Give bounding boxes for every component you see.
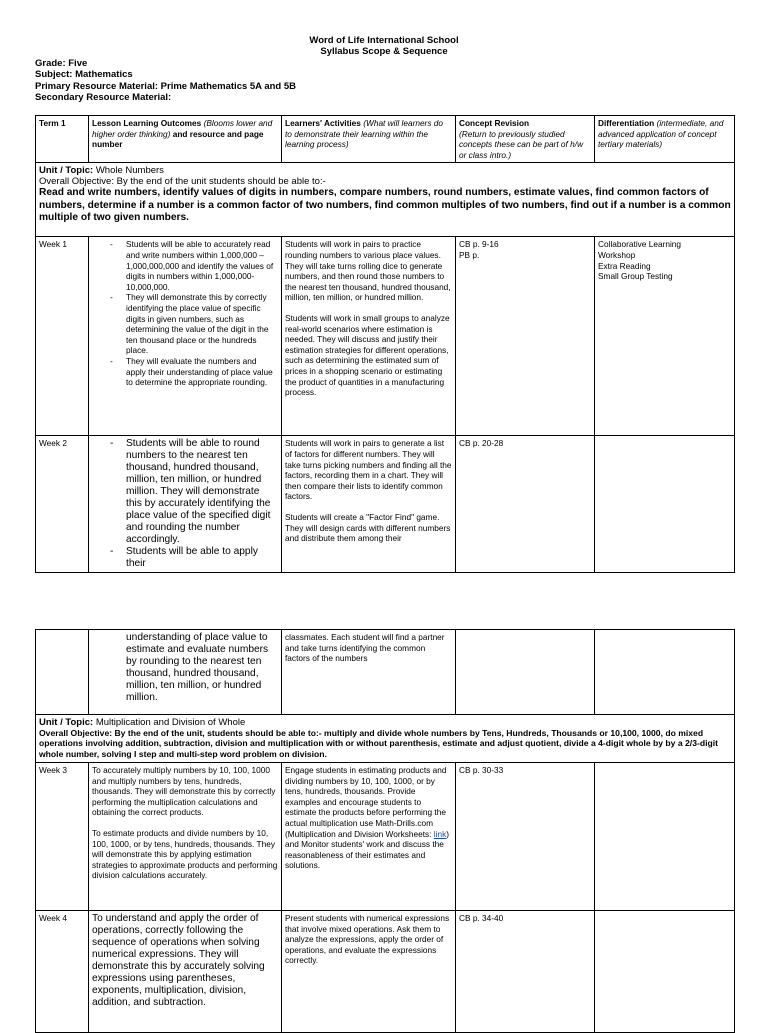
differentiation-item: Collaborative Learning <box>598 239 682 250</box>
activities-cell: Present students with numerical expressions that involve mixed operations. Ask them to analyze the expressions, apply the order of operations, and evaluate the expressions correctly. <box>282 911 456 1033</box>
primary-resource: Primary Resource Material: Prime Mathematics 5A and 5B <box>35 81 296 92</box>
outcome-continued: understanding of place value to estimate and evaluate numbers by rounding to the nearest ten thousand, hundred thousand, million, ten million, or hundred million. <box>126 632 269 703</box>
outcomes-cell <box>89 911 282 1033</box>
unit-label: Unit / Topic: <box>39 717 94 728</box>
unit-row <box>36 715 735 763</box>
activities-cell <box>282 436 456 573</box>
unit-row <box>36 163 735 237</box>
header-revision: Concept Revision (Return to previously studied concepts these can be part of h/w or class intro.) <box>456 116 595 163</box>
week-row <box>36 237 735 436</box>
activities-cell <box>282 237 456 436</box>
outcome-text: To estimate products and divide numbers by 10, 100, 1000, or by tens, hundreds, thousands. They will demonstrate this by applying estimation strategies to approximate products and performing division calculations accurately. <box>92 827 278 881</box>
week-row-continued <box>36 630 735 715</box>
week-row <box>36 763 735 911</box>
objective-label: Overall Objective: By the end of the unit students should be able to:- <box>39 176 326 188</box>
outcomes-cell <box>89 436 282 573</box>
secondary-resource: Secondary Resource Material: <box>35 92 172 103</box>
outcome-item: - Students will be able to round numbers to the nearest ten thousand, hundred thousand, million, ten million, or hundred million. They will demonstrate this by accurately identifying the place value of the specified digit and rounding the number accordingly. <box>92 438 278 546</box>
outcome-item: - Students will be able to apply their <box>92 546 278 570</box>
outcome-item: - They will demonstrate this by correctly identifying the place value of specific digits in given numbers, such as determining the value of the digit in the ten thousand place or the hundreds place. <box>92 292 278 356</box>
outcomes-cell <box>89 763 282 911</box>
differentiation-cell <box>595 436 735 573</box>
revision-cell <box>456 237 595 436</box>
revision-item: CB p. 9-16 <box>459 239 499 250</box>
week-label: Week 2 <box>36 436 89 573</box>
header-outcomes: Lesson Learning Outcomes (Blooms lower and higher order thinking) and resource and page number <box>89 116 282 163</box>
week-label: Week 3 <box>36 763 89 911</box>
header-activities: Learners' Activities (What will learners do to demonstrate their learning within the learning process) <box>282 116 456 163</box>
school-name: Word of Life International School <box>309 35 459 46</box>
subject-label: Subject: Mathematics <box>35 69 133 80</box>
outcome-item: - They will evaluate the numbers and apply their understanding of place value to determine the appropriate rounding. <box>92 356 278 388</box>
outcomes-cell <box>89 237 282 436</box>
week-row <box>36 436 735 573</box>
unit-label: Unit / Topic: <box>39 165 94 177</box>
week-row <box>36 911 735 1033</box>
activity-text: ) and Monitor students' work and discuss the reasonableness of their estimates and solutions. <box>285 828 450 871</box>
outcomes-cell <box>89 630 282 715</box>
outcome-text: To accurately multiply numbers by 10, 100, 1000 and multiply numbers by tens, hundreds, thousands. They will demonstrate this by correctly performing the multiplication calculations and obtaining the correct products. <box>92 765 276 818</box>
revision-cell: CB p. 20-28 <box>456 436 595 573</box>
header-differentiation: Differentiation (intermediate, and advanced application of concept tertiary materials) <box>595 116 735 163</box>
unit-topic: Whole Numbers <box>95 165 164 177</box>
revision-cell: CB p. 34-40 <box>456 911 595 1033</box>
revision-cell: CB p. 30-33 <box>456 763 595 911</box>
unit1-cell <box>36 163 735 237</box>
syllabus-table-page1 <box>35 115 735 573</box>
unit-topic: Multiplication and Division of Whole <box>95 717 246 728</box>
table-header-row <box>36 116 735 163</box>
outcome-item: - Students will be able to accurately read and write numbers within 1,000,000 – 1,000,000,000 and identify the values of digits in numbers within 1,000,000-10,000,000. <box>92 239 278 292</box>
activity-text: Students will work in small groups to analyze real-world scenarios where estimation is needed. They will discuss and justify their estimation strategies for different operations, such as determining the estimated sum of prices in a shopping scenario or estimating the product of quantities in a manufacturing process. <box>285 312 450 398</box>
syllabus-table-page2 <box>35 629 735 1033</box>
differentiation-item: Small Group Testing <box>598 271 673 282</box>
objective-text: Read and write numbers, identify values of digits in numbers, compare numbers, round numbers, estimate values, find common factors of numbers, determine if a number is a common factor of two numbers, find common multiples of two numbers, find out if a number is a common multiple of two given numbers. <box>39 187 731 224</box>
differentiation-cell <box>595 763 735 911</box>
activity-text: Engage students in estimating products and dividing numbers by 10, 100, 1000, or by tens, hundreds, thousands. Provide examples and encourage students to estimate the products before performing the actual multiplication use Math-Drills.com (Multiplication and Division Worksheets: <box>285 765 447 839</box>
activity-text: Students will work in pairs to generate a list of factors for different numbers. They will take turns picking numbers and finding all the factors, recording them in a chart. They will then compare their lists to identify common factors. <box>285 438 452 502</box>
activities-cell: classmates. Each student will find a partner and take turns identifying the common factors of the numbers <box>282 630 456 715</box>
activity-text: Students will work in pairs to practice rounding numbers to various place values. They will take turns rolling dice to generate numbers, and then round those numbers to the nearest ten thousand, hundred thousand, million, ten million, or hundred million. <box>285 239 451 303</box>
activity-text: Students will create a "Factor Find" game. They will design cards with different numbers and distribute them among their <box>285 511 451 544</box>
differentiation-cell <box>595 237 735 436</box>
differentiation-item: Extra Reading <box>598 260 651 271</box>
week-label: Week 4 <box>36 911 89 1033</box>
differentiation-item: Workshop <box>598 249 636 260</box>
unit2-cell <box>36 715 735 763</box>
document-title: Syllabus Scope & Sequence <box>320 46 448 57</box>
objective-text: Overall Objective: By the end of the unit, students should be able to:- multiply and divide whole numbers by Tens, Hundreds, Thousands or 10,100, 1000, do mixed operations involving addition, subtraction, division and multiplication with or without parenthesis, estimate and adjust quotient, divide a 4-digit whole by by a 2/3-digit whole number, solving I step and multi-step word problem on division. <box>39 728 718 759</box>
differentiation-cell <box>595 911 735 1033</box>
revision-item: PB p. <box>459 249 480 260</box>
worksheet-link[interactable]: link <box>433 828 447 839</box>
grade-label: Grade: Five <box>35 58 88 69</box>
header-term: Term 1 <box>36 116 89 163</box>
outcome-text: To understand and apply the order of operations, correctly following the sequence of operations when solving numerical expressions. They will demonstrate this by accurately solving expressions using parentheses, exponents, multiplication, division, addition, and subtraction. <box>92 913 265 1008</box>
activities-cell <box>282 763 456 911</box>
week-label: Week 1 <box>36 237 89 436</box>
